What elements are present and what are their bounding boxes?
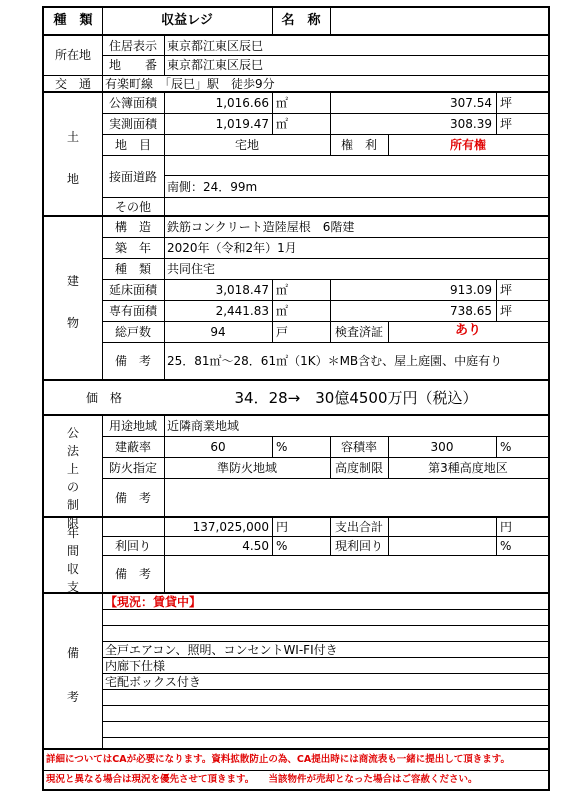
coverage-label: 建蔽率 [114, 440, 151, 454]
road-value: 南側：24．99m [167, 180, 258, 194]
regulation-char: 限 [66, 516, 79, 530]
annual-income-unit: 円 [276, 520, 289, 534]
remarks-line: 【現況：賃貸中】 [105, 595, 202, 609]
height-value: 第3種高度地区 [428, 461, 508, 475]
lot-label: 地 番 [108, 58, 157, 72]
regulation-notes-label: 備 考 [114, 491, 151, 505]
coverage-value: 60 [210, 440, 226, 454]
registered-area-sqm: 1,016.66 [215, 96, 269, 110]
coverage-unit: % [276, 440, 288, 454]
far-value: 300 [430, 440, 454, 454]
building-type-value: 共同住宅 [167, 262, 216, 276]
lot-value: 東京都江東区辰巳 [167, 58, 264, 72]
building-type-label: 種 類 [114, 262, 151, 276]
residence-label: 住居表示 [108, 39, 157, 53]
measured-area-sqm: 1,019.47 [215, 117, 269, 131]
income-char: 支 [66, 580, 79, 594]
structure-label: 構 造 [114, 220, 151, 234]
tsubo-unit: 坪 [500, 96, 513, 110]
units-label: 総戸数 [114, 325, 151, 339]
floor-area-sqm: 3,018.47 [215, 283, 269, 297]
transport-label: 交 通 [54, 77, 91, 91]
name-label: 名 称 [281, 13, 321, 28]
far-label: 容積率 [340, 440, 377, 454]
land-label-top: 土 [66, 130, 79, 144]
far-unit: % [500, 440, 512, 454]
tsubo-unit-3: 坪 [500, 283, 513, 297]
price-value: 34．28→ 30億4500万円（税込） [234, 389, 478, 407]
remarks-line: 宅配ボックス付き [105, 675, 201, 689]
tsubo-unit-2: 坪 [500, 117, 513, 131]
category-value: 宅地 [234, 138, 259, 152]
building-label-bottom: 物 [66, 316, 79, 330]
income-char: 収 [66, 562, 79, 576]
built-label: 築 年 [114, 241, 151, 255]
income-notes-label: 備 考 [114, 567, 151, 581]
sqm-unit: ㎡ [276, 96, 289, 110]
regulation-char: 上 [66, 462, 79, 476]
rights-label: 権 利 [340, 138, 377, 152]
location-label: 所在地 [54, 48, 91, 62]
inspection-label: 検査済証 [334, 325, 383, 339]
property-sheet [42, 6, 550, 791]
remarks-label-bottom: 考 [66, 690, 79, 704]
income-char: 年 [66, 526, 79, 540]
zoning-label: 用途地域 [108, 419, 157, 433]
regulation-char: 制 [66, 498, 79, 512]
expense-label: 支出合計 [334, 520, 383, 534]
units-value: 94 [210, 325, 226, 339]
type-value: 収益レジ [161, 13, 213, 28]
remarks-label-top: 備 [66, 646, 79, 660]
units-unit: 戸 [276, 325, 289, 339]
building-notes-value: 25．81㎡～28．61㎡（1K）＊MB含む、屋上庭園、中庭有り [167, 354, 503, 368]
regulation-char: の [66, 480, 79, 494]
building-label-top: 建 [66, 274, 79, 288]
current-yield-unit: % [500, 539, 512, 553]
measured-area-label: 実測面積 [108, 117, 157, 131]
tsubo-unit-4: 坪 [500, 304, 513, 318]
road-label: 接面道路 [108, 170, 157, 184]
remarks-line: 全戸エアコン、照明、コンセントWI-FI付き [105, 643, 338, 657]
footer-notice-2: 現況と異なる場合は現況を優先させて頂きます。 当該物件が売却となった場合はご容赦ください。 [46, 774, 478, 785]
exclusive-area-tsubo: 738.65 [450, 304, 492, 318]
sqm-unit-4: ㎡ [276, 304, 289, 318]
yield-value: 4.50 [242, 539, 269, 553]
building-notes-label: 備 考 [114, 354, 151, 368]
income-char: 間 [66, 544, 79, 558]
registered-area-label: 公簿面積 [108, 96, 157, 110]
category-label: 地 目 [114, 138, 151, 152]
fire-label: 防火指定 [108, 461, 157, 475]
structure-value: 鉄筋コンクリート造陸屋根 6階建 [167, 220, 355, 234]
measured-area-tsubo: 308.39 [450, 117, 492, 131]
exclusive-area-label: 専有面積 [108, 304, 157, 318]
type-label: 種 類 [53, 13, 93, 28]
exclusive-area-sqm: 2,441.83 [215, 304, 269, 318]
regulation-char: 法 [66, 444, 79, 458]
zoning-value: 近隣商業地域 [167, 419, 240, 433]
yield-unit: % [276, 539, 288, 553]
rights-value: 所有権 [449, 138, 486, 152]
current-yield-label: 現利回り [334, 539, 383, 553]
other-label: その他 [114, 200, 151, 214]
regulation-char: 公 [66, 426, 79, 440]
registered-area-tsubo: 307.54 [450, 96, 492, 110]
floor-area-tsubo: 913.09 [450, 283, 492, 297]
transport-value: 有楽町線 「辰巳」駅 徒歩9分 [105, 77, 275, 91]
inspection-value: あり [454, 323, 481, 338]
fire-value: 準防火地域 [216, 461, 277, 475]
expense-unit: 円 [500, 520, 513, 534]
remarks-line: 内廊下仕様 [105, 659, 166, 673]
footer-notice-1: 詳細についてはCAが必要になります。資料拡散防止の為、CA提出時には商流表も一緒に提出して頂きます。 [46, 754, 510, 765]
land-label-bottom: 地 [66, 172, 79, 186]
height-label: 高度制限 [334, 461, 383, 475]
sqm-unit-2: ㎡ [276, 117, 289, 131]
floor-area-label: 延床面積 [108, 283, 157, 297]
price-label: 価 格 [85, 391, 122, 405]
income-label [63, 524, 83, 596]
built-value: 2020年（令和2年）1月 [167, 241, 297, 255]
yield-label: 利回り [114, 539, 151, 553]
annual-income-value: 137,025,000 [192, 520, 269, 534]
sqm-unit-3: ㎡ [276, 283, 289, 297]
residence-value: 東京都江東区辰巳 [167, 39, 264, 53]
